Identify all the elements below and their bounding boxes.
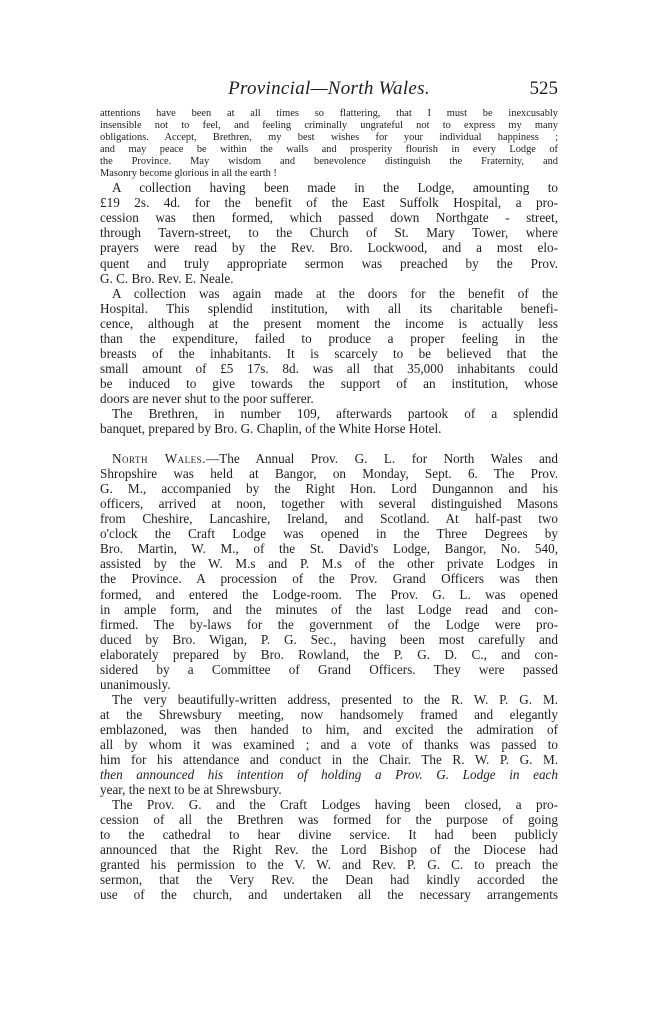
text-line: the Province. A procession of the Prov. Grand Officers was then — [100, 571, 558, 587]
text-line: sidered by a Committee of Grand Officers. They were passed — [100, 661, 558, 677]
text-line: The very beautifully-written address, presented to the R. W. P. G. M. — [112, 691, 558, 707]
text-line: and may peace be within the walls and prosperity flourish in every Lodge of — [100, 144, 558, 156]
text-line: A collection was again made at the doors for the benefit of the — [112, 285, 558, 301]
text-line: from Cheshire, Lancashire, Ireland, and Scotland. At half-past two — [100, 511, 558, 527]
section-first-line: —The Annual Prov. G. L. for North Wales and — [205, 451, 558, 467]
text-line: cence, although at the present moment the income is actually less — [100, 315, 558, 331]
text-line: small amount of £5 17s. 8d. was all that 35,000 inhabitants could — [100, 360, 558, 376]
text-line: then announced his intention of holding a Prov. G. Lodge in each — [100, 767, 558, 783]
page-header — [100, 78, 558, 108]
text-line: G. M., accompanied by the Right Hon. Lord Dungannon and his — [100, 481, 558, 497]
text-line: use of the church, and undertaken all the necessary arrangements — [100, 887, 558, 903]
text-line: o'clock the Craft Lodge was opened in the Three Degrees by — [100, 526, 558, 542]
text-line: granted his permission to the V. W. and Rev. P. G. C. to preach the — [100, 857, 558, 873]
text-line: to the cathedral to hear divine service. It had been publicly — [100, 827, 558, 843]
text-line: obligations. Accept, Brethren, my best wishes for your individual happiness ; — [100, 132, 558, 144]
text-line: G. C. Bro. Rev. E. Neale. — [100, 270, 234, 286]
text-line: emblazoned, was then handed to him, and excited the admiration of — [100, 721, 558, 737]
paragraph-service — [100, 797, 558, 902]
text-line: £19 2s. 4d. for the benefit of the East Suffolk Hospital, a pro- — [100, 195, 558, 211]
text-line: The Brethren, in number 109, afterwards partook of a splendid — [112, 405, 558, 421]
text-line: be induced to give towards the support of an institution, whose — [100, 375, 558, 391]
text-line: cession was then formed, which passed down Northgate - street, — [100, 210, 558, 226]
text-line: assisted by the W. M.s and P. M.s of the other private Lodges in — [100, 556, 558, 572]
text-line: Hospital. This splendid institution, with all its charitable benefi- — [100, 300, 558, 316]
text-line: Masonry become glorious in all the earth ! — [100, 168, 277, 180]
text-line: prayers were read by the Rev. Bro. Lockwood, and a most elo- — [100, 240, 558, 256]
text-line: cession of all the Brethren was formed for the purpose of going — [100, 812, 558, 828]
text-line: doors are never shut to the poor sufferer. — [100, 390, 314, 406]
text-line: breasts of the inhabitants. It is scarcely to be believed that the — [100, 345, 558, 361]
page-number: 525 — [529, 78, 558, 99]
text-line: at the Shrewsbury meeting, now handsomely framed and elegantly — [100, 706, 558, 722]
text-line: insensible not to feel, and feeling criminally ungrateful not to express my many — [100, 120, 558, 132]
text-line: than the expenditure, failed to produce a proper feeling in the — [100, 330, 558, 346]
text-line: Bro. Martin, W. M., of the St. David's Lodge, Bangor, No. 540, — [100, 541, 558, 557]
paragraph-address — [100, 692, 558, 797]
text-line: Shropshire was held at Bangor, on Monday, Sept. 6. The Prov. — [100, 466, 558, 482]
running-title: Provincial—North Wales. — [228, 78, 430, 99]
closing-address-text — [100, 108, 558, 180]
text-line: formed, and entered the Lodge-room. The Prov. G. L. was opened — [100, 586, 558, 602]
section-north-wales — [100, 451, 558, 692]
text-line: all by whom it was examined ; and a vote of thanks was passed to — [100, 736, 558, 752]
text-line: elaborately prepared by Bro. Rowland, the P. G. D. C., and con- — [100, 646, 558, 662]
text-line: unanimously. — [100, 676, 171, 692]
text-line: announced that the Right Rev. the Lord Bishop of the Diocese had — [100, 842, 558, 858]
text-line: the Province. May wisdom and benevolence distinguish the Fraternity, and — [100, 156, 558, 168]
text-line: attentions have been at all times so flattering, that I must be inexcusably — [100, 108, 558, 119]
section-gap — [100, 436, 558, 451]
text-line: firmed. The by-laws for the government of the Lodge were pro- — [100, 616, 558, 632]
text-line: duced by Bro. Wigan, P. G. Sec., having been most carefully and — [100, 631, 558, 647]
text-line: through Tavern-street, to the Church of St. Mary Tower, where — [100, 225, 558, 241]
text-line — [100, 451, 558, 466]
paragraph-hospital — [100, 286, 558, 406]
paragraph-collection — [100, 180, 558, 285]
section-heading: North Wales. — [112, 451, 206, 467]
text-line: officers, arrived at noon, together with several distinguished Masons — [100, 496, 558, 512]
text-line: sermon, that the Very Rev. the Dean had kindly accorded the — [100, 872, 558, 888]
text-line: year, the next to be at Shrewsbury. — [100, 782, 282, 798]
text-line: The Prov. G. and the Craft Lodges having been closed, a pro- — [112, 797, 558, 813]
text-line: in ample form, and the minutes of the last Lodge read and con- — [100, 601, 558, 617]
text-line: A collection having been made in the Lodge, amounting to — [112, 180, 558, 196]
paragraph-banquet — [100, 406, 558, 436]
text-line: him for his attendance and conduct in the Chair. The R. W. P. G. M. — [100, 752, 558, 768]
text-line: quent and truly appropriate sermon was preached by the Prov. — [100, 255, 558, 271]
text-line: banquet, prepared by Bro. G. Chaplin, of the White Horse Hotel. — [100, 421, 442, 437]
book-page — [100, 78, 558, 902]
